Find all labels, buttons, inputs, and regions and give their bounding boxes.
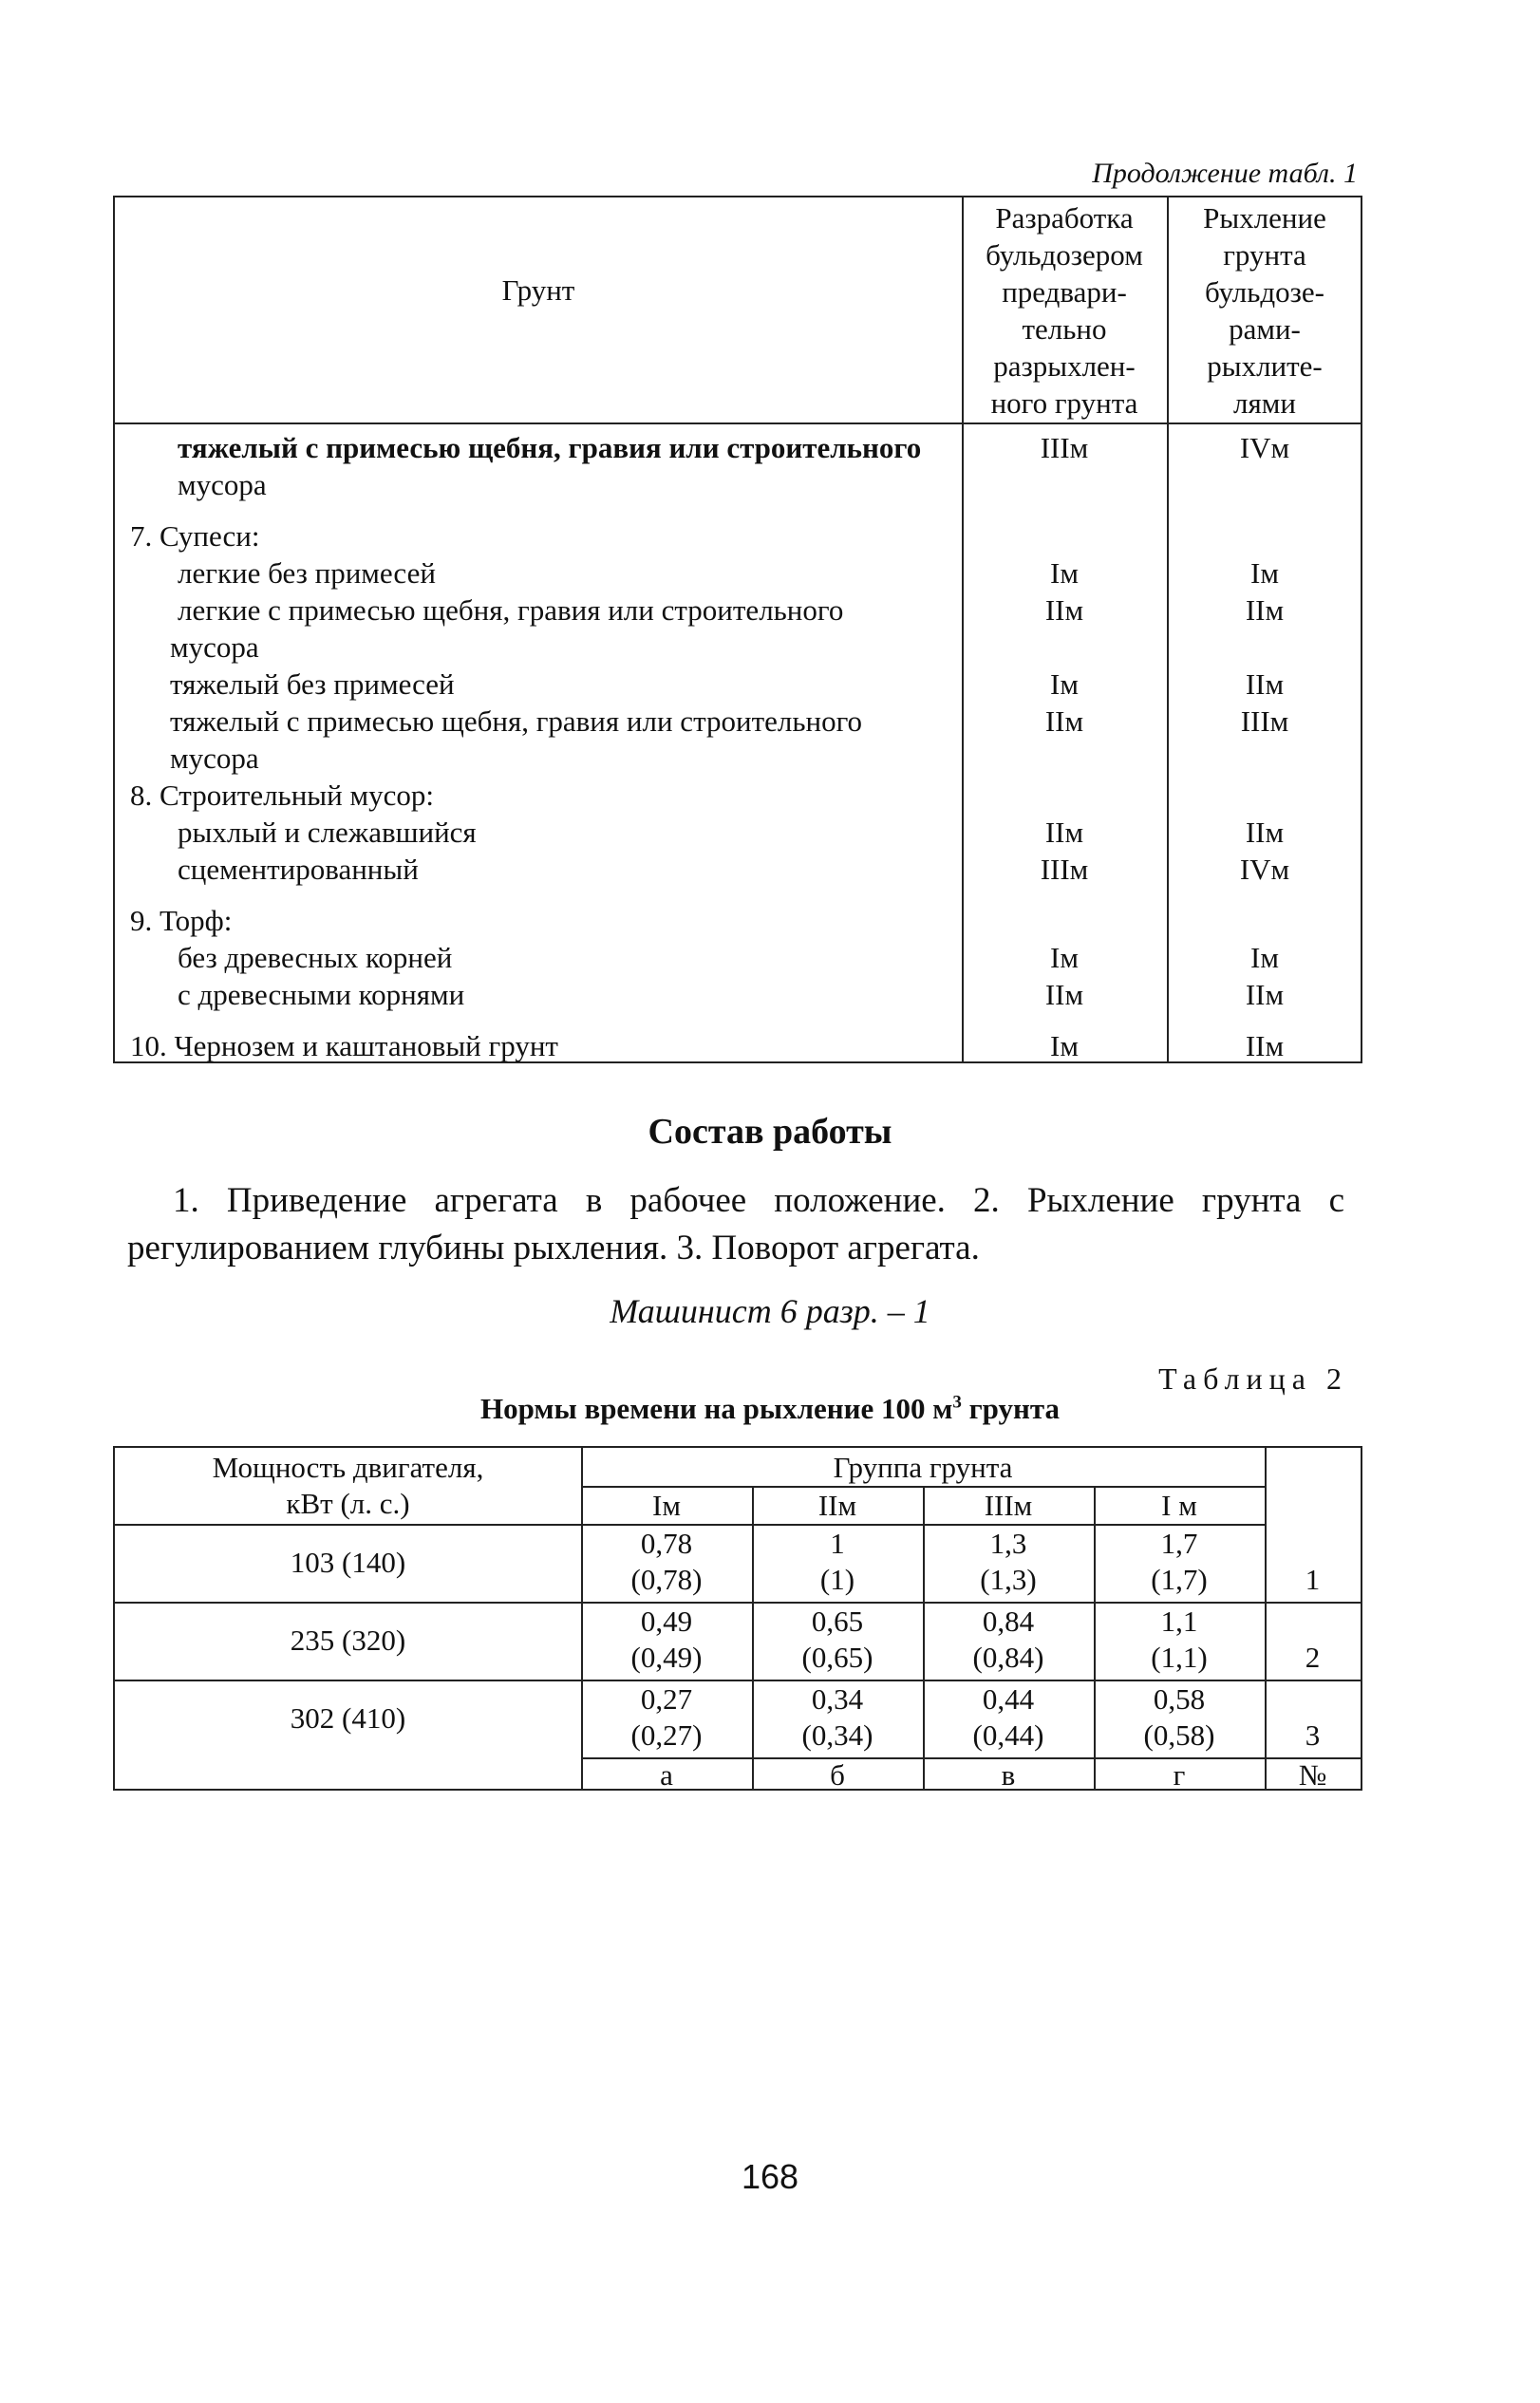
cell-development: Iм (1050, 556, 1079, 590)
cell-development: IIIм (1040, 431, 1089, 464)
header-divider (115, 422, 1361, 424)
work-description: 1. Приведение агрегата в рабочее положение. 2. Рыхление грунта с регулированием глубины рыхления. 3. Поворот агрегата. (127, 1181, 1344, 1267)
page-number: 168 (741, 2157, 799, 2196)
value-cell: 1,3 (1,3) (980, 1527, 1037, 1596)
row-label: без древесных корней (178, 941, 453, 974)
row-label: 9. Торф: (130, 904, 233, 937)
row-label: с древесными корнями (178, 978, 465, 1011)
cell-loosening: IIм (1245, 667, 1285, 701)
table-label: Таблица 2 (1158, 1361, 1348, 1396)
power-cell: 103 (140) (290, 1546, 406, 1579)
value-cell: 0,49 (0,49) (630, 1605, 703, 1674)
column-letter: а (660, 1758, 673, 1792)
header-group: Группа грунта (833, 1451, 1013, 1484)
header-loosening: Рыхление грунта бульдозе- рами- рыхлите- лями (1203, 201, 1326, 420)
row-label: 8. Строительный мусор: (130, 779, 434, 812)
value-cell: 0,34 (0,34) (801, 1682, 873, 1752)
column-letter: б (830, 1758, 845, 1792)
group-header: IIIм (984, 1489, 1033, 1522)
machinist-note: Машинист 6 разр. – 1 (610, 1292, 930, 1330)
row-label: мусора (170, 630, 259, 664)
row-label: мусора (178, 468, 267, 501)
power-cell: 235 (320) (290, 1624, 406, 1657)
row-label: легкие без примесей (178, 556, 436, 590)
continuation-caption: Продолжение табл. 1 (1092, 158, 1358, 189)
group-header: IIм (817, 1489, 857, 1522)
value-cell: 0,65 (0,65) (801, 1605, 873, 1674)
value-cell: 0,27 (0,27) (630, 1682, 703, 1752)
row-label: тяжелый с примесью щебня, гравия или строительного (178, 431, 922, 464)
soil-classification-table (113, 196, 1362, 1063)
row-label: 7. Супеси: (130, 519, 260, 553)
section-title: Состав работы (648, 1112, 892, 1152)
value-cell: 0,84 (0,84) (972, 1605, 1044, 1674)
cell-development: IIм (1044, 704, 1084, 738)
cell-development: IIм (1044, 816, 1084, 849)
row-label: тяжелый с примесью щебня, гравия или строительного (170, 704, 863, 738)
row-number: 1 (1305, 1563, 1321, 1596)
cell-loosening: IIм (1245, 816, 1285, 849)
group-header: I м (1161, 1489, 1197, 1522)
value-cell: 0,44 (0,44) (972, 1682, 1044, 1752)
column-letter: г (1173, 1758, 1186, 1792)
table-title: Нормы времени на рыхление 100 $м^3$ грунта (480, 1392, 1060, 1425)
row-number: 3 (1305, 1718, 1321, 1752)
header-power: Мощность двигателя, кВт (л. с.) (212, 1451, 484, 1520)
value-cell: 1 (1) (819, 1527, 855, 1596)
cell-development: IIIм (1040, 853, 1089, 886)
row-number: 2 (1305, 1641, 1321, 1674)
value-cell: 0,78 (0,78) (630, 1527, 703, 1596)
cell-loosening: IVм (1239, 853, 1290, 886)
cell-development: IIм (1044, 593, 1084, 627)
header-development: Разработка бульдозером предвари- тельно разрыхлен- ного грунта (986, 201, 1143, 420)
row-label: легкие с примесью щебня, гравия или строительного (178, 593, 844, 627)
power-cell: 302 (410) (290, 1701, 406, 1735)
row-label: тяжелый без примесей (170, 667, 455, 701)
value-cell: 1,7 (1,7) (1151, 1527, 1208, 1596)
row-label: сцементированный (178, 853, 419, 886)
cell-development: IIм (1044, 978, 1084, 1011)
cell-loosening: IVм (1239, 431, 1290, 464)
cell-loosening: Iм (1250, 556, 1279, 590)
cell-loosening: Iм (1250, 941, 1279, 974)
cell-loosening: IIм (1245, 978, 1285, 1011)
group-header: Iм (652, 1489, 681, 1522)
cell-development: Iм (1050, 667, 1079, 701)
number-sign: № (1298, 1758, 1327, 1792)
cell-loosening: IIм (1245, 593, 1285, 627)
row-label: рыхлый и слежавшийся (178, 816, 477, 849)
time-norms-table (113, 1446, 1362, 1791)
header-soil: Грунт (501, 273, 575, 307)
cell-loosening: IIм (1245, 1029, 1285, 1062)
cell-loosening: IIIм (1240, 704, 1289, 738)
cell-development: Iм (1050, 1029, 1079, 1062)
row-label: 10. Чернозем и каштановый грунт (130, 1029, 558, 1062)
value-cell: 0,58 (0,58) (1143, 1682, 1215, 1752)
column-letter: в (1001, 1758, 1016, 1792)
cell-development: Iм (1050, 941, 1079, 974)
value-cell: 1,1 (1,1) (1151, 1605, 1208, 1674)
row-label: мусора (170, 742, 259, 775)
